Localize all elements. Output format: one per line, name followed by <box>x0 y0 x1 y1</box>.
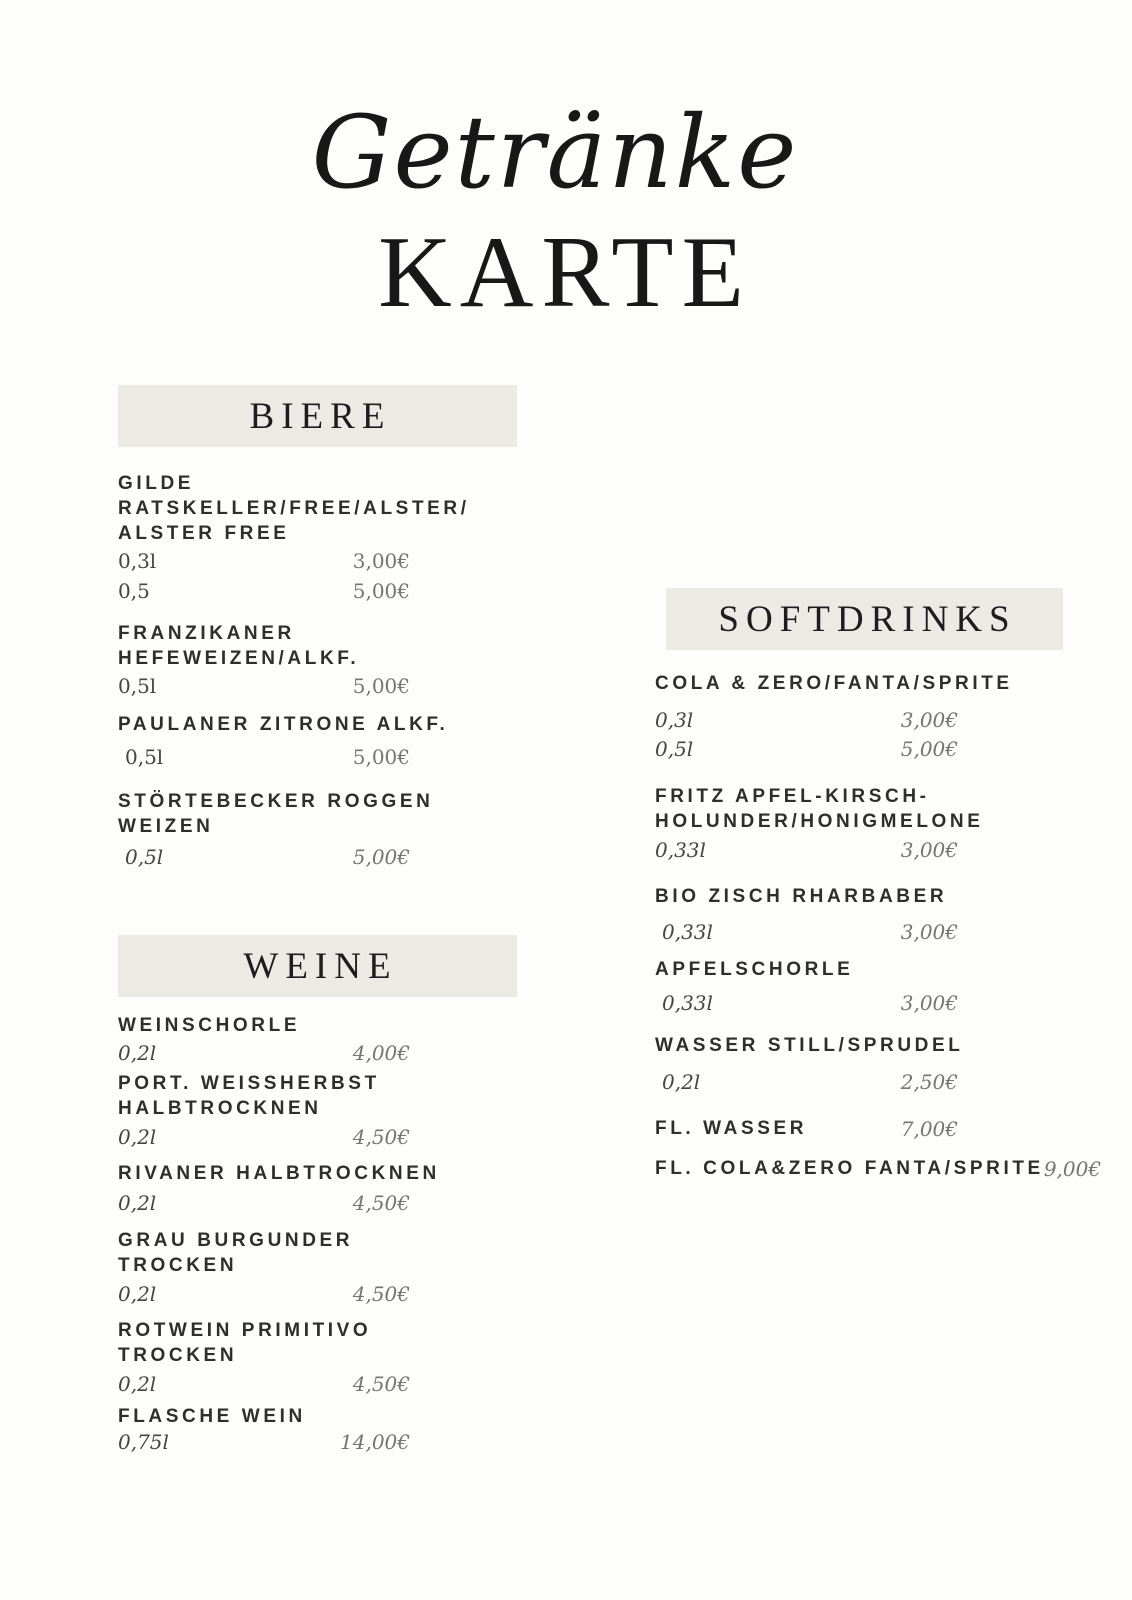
serving-size: 0,5 <box>118 579 150 603</box>
item-name-line: ROTWEIN PRIMITIVO <box>118 1320 372 1341</box>
price: 3,00€ <box>900 991 958 1015</box>
menu-item-name <box>118 1071 380 1121</box>
price: 4,50€ <box>352 1282 410 1306</box>
section-header-weine <box>118 935 517 997</box>
price: 5,00€ <box>352 845 410 869</box>
price: 5,00€ <box>900 737 958 761</box>
serving-size: 0,5l <box>655 737 694 761</box>
serving-size: 0,2l <box>662 1070 701 1094</box>
menu-item-name <box>655 1033 963 1058</box>
menu-item-name <box>118 1161 440 1186</box>
menu-item-name <box>118 712 448 737</box>
menu-item-name <box>118 1318 371 1368</box>
price-row <box>655 838 958 862</box>
menu-item-name <box>655 884 947 909</box>
item-name-line: RATSKELLER/FREE/ALSTER/ <box>118 498 470 519</box>
menu-title-script: Getränke <box>311 94 799 211</box>
item-name-line: FRANZIKANER <box>118 623 295 644</box>
price: 5,00€ <box>352 674 410 698</box>
price: 5,00€ <box>352 745 410 769</box>
item-name-line: FRITZ APFEL-KIRSCH- <box>655 786 930 807</box>
price: 3,00€ <box>900 838 958 862</box>
item-name-line: WASSER STILL/SPRUDEL <box>655 1035 964 1056</box>
item-name-line: PAULANER ZITRONE ALKF. <box>118 714 449 735</box>
serving-size: 0,5l <box>125 745 164 769</box>
section-heading-label: WEINE <box>243 945 398 987</box>
item-name-line: FLASCHE WEIN <box>118 1406 306 1427</box>
serving-size: 0,33l <box>662 920 713 944</box>
item-name-line: HEFEWEIZEN/ALKF. <box>118 648 360 669</box>
price-row <box>118 1191 410 1215</box>
item-name-line: STÖRTEBECKER ROGGEN <box>118 791 434 812</box>
price-row <box>118 1430 410 1454</box>
menu-item-name <box>118 1228 353 1278</box>
serving-size: 0,33l <box>662 991 713 1015</box>
serving-size: 0,2l <box>118 1372 157 1396</box>
item-name-line: FL. WASSER <box>655 1118 808 1139</box>
section-header-biere <box>118 385 517 447</box>
item-name-line: TROCKEN <box>118 1345 238 1366</box>
menu-item-name <box>655 957 853 982</box>
item-name-line: FANTA/SPRITE <box>864 1158 1044 1179</box>
menu-item-name <box>118 789 433 839</box>
section-heading-label: SOFTDRINKS <box>718 598 1017 640</box>
price-row <box>118 1282 410 1306</box>
price: 14,00€ <box>340 1430 410 1454</box>
price-row <box>655 991 958 1015</box>
menu-item-name <box>118 621 359 671</box>
serving-size: 0,75l <box>118 1430 169 1454</box>
price-row <box>118 1125 410 1149</box>
item-name-lines <box>655 1156 1044 1181</box>
serving-size: 0,33l <box>655 838 706 862</box>
price: 4,00€ <box>352 1041 410 1065</box>
menu-item-name <box>118 1404 306 1429</box>
serving-size: 0,3l <box>118 549 157 573</box>
price: 3,00€ <box>900 920 958 944</box>
menu-title-word: KARTE <box>378 216 752 329</box>
menu-item-name <box>118 1013 300 1038</box>
menu-item-bottle <box>655 1116 958 1141</box>
item-name-line: TROCKEN <box>118 1255 238 1276</box>
price: 7,00€ <box>900 1116 958 1141</box>
price-row <box>118 674 410 698</box>
item-name-line: HOLUNDER/HONIGMELONE <box>655 811 984 832</box>
serving-size: 0,2l <box>118 1191 157 1215</box>
serving-size: 0,5l <box>125 845 164 869</box>
item-name-line: APFELSCHORLE <box>655 959 854 980</box>
serving-size: 0,2l <box>118 1041 157 1065</box>
item-name-line: PORT. WEISSHERBST <box>118 1073 380 1094</box>
item-name-line: RIVANER HALBTROCKNEN <box>118 1163 440 1184</box>
price-row <box>118 549 410 573</box>
price-row <box>118 845 410 869</box>
menu-item-name <box>118 471 470 546</box>
item-name-line: HALBTROCKNEN <box>118 1098 322 1119</box>
section-heading-label: BIERE <box>249 395 392 437</box>
price: 9,00€ <box>1043 1156 1102 1181</box>
price: 3,00€ <box>352 549 410 573</box>
price-row <box>655 708 958 732</box>
item-name-line: GRAU BURGUNDER <box>118 1230 354 1251</box>
price-row <box>118 579 410 603</box>
price-row <box>118 745 410 769</box>
price-row <box>655 920 958 944</box>
menu-item-name <box>655 784 984 834</box>
price: 2,50€ <box>900 1070 958 1094</box>
price: 5,00€ <box>352 579 410 603</box>
price-row <box>118 1372 410 1396</box>
item-name-line: GILDE <box>118 473 195 494</box>
menu-item-bottle <box>655 1156 1102 1181</box>
item-name-line: ALSTER FREE <box>118 523 290 544</box>
serving-size: 0,5l <box>118 674 157 698</box>
serving-size: 0,2l <box>118 1282 157 1306</box>
serving-size: 0,2l <box>118 1125 157 1149</box>
item-name-line: WEIZEN <box>118 816 214 837</box>
price-row <box>655 1070 958 1094</box>
menu-item-name <box>655 671 1013 696</box>
price: 4,50€ <box>352 1372 410 1396</box>
item-name-line: BIO ZISCH RHARBABER <box>655 886 948 907</box>
item-name-line: WEINSCHORLE <box>118 1015 301 1036</box>
price-row <box>118 1041 410 1065</box>
serving-size: 0,3l <box>655 708 694 732</box>
price: 4,50€ <box>352 1125 410 1149</box>
price: 4,50€ <box>352 1191 410 1215</box>
item-name-line: COLA & ZERO/FANTA/SPRITE <box>655 673 1013 694</box>
price: 3,00€ <box>900 708 958 732</box>
item-name-line: FL. COLA&ZERO <box>655 1158 856 1179</box>
price-row <box>655 737 958 761</box>
section-header-softdrinks <box>666 588 1063 650</box>
